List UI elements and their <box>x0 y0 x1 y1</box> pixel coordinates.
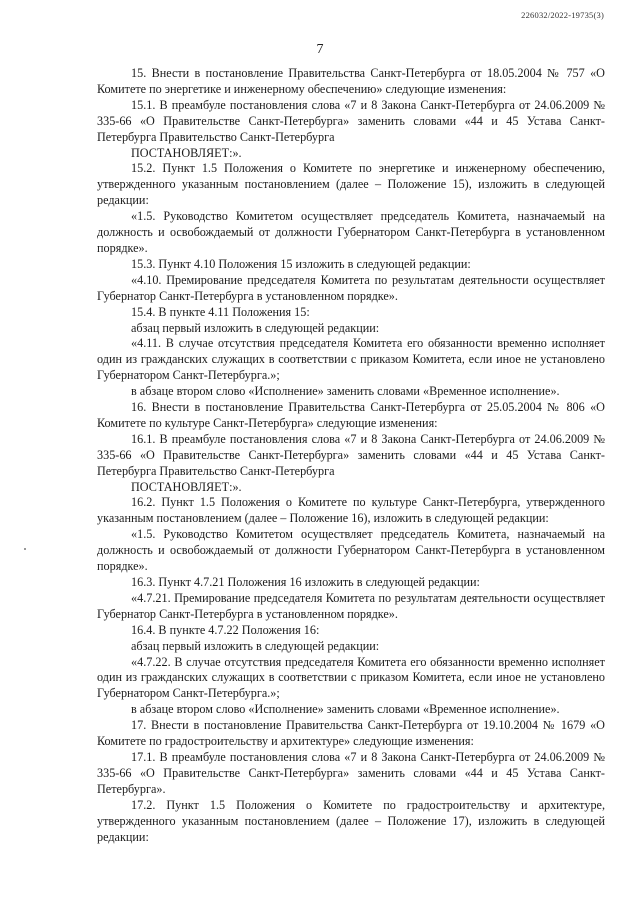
paragraph-15-4: 15.4. В пункте 4.11 Положения 15: <box>131 304 310 319</box>
paragraph-15-4-second: в абзаце втором слово «Исполнение» заменить словами «Временное исполнение». <box>131 384 560 399</box>
paragraph-17-2: 17.2. Пункт 1.5 Положения о Комитете по градостроительству и архитектуре, утвержденного указанным постановлением (далее – Положение 17), изложить в следующей редакции: <box>97 797 605 844</box>
paragraph-15-3: 15.3. Пункт 4.10 Положения 15 изложить в следующей редакции: <box>131 256 471 271</box>
document-number: 226032/2022-19735(3) <box>521 10 604 20</box>
paragraph-15-2: 15.2. Пункт 1.5 Положения о Комитете по энергетике и инженерному обеспечению, утвержденного указанным постановлением (далее – Положение 15), изложить в следующей редакции: <box>97 161 605 208</box>
paragraph-quote-16-1-5: «1.5. Руководство Комитетом осуществляет председатель Комитета, назначаемый на должность и освобождаемый от должности Губернатором Санкт-Петербурга в установленном порядке». <box>97 527 605 574</box>
paragraph-16-3: 16.3. Пункт 4.7.21 Положения 16 изложить в следующей редакции: <box>131 575 480 589</box>
paragraph-17-1: 17.1. В преамбуле постановления слова «7 и 8 Закона Санкт-Петербурга от 24.06.2009 № 335-66 «О Правительстве Санкт-Петербурга» заменить словами «44 и 45 Устава Санкт-Петербурга». <box>97 749 605 796</box>
document-body <box>97 66 605 845</box>
paragraph-quote-4-7-21: «4.7.21. Премирование председателя Комитета по результатам деятельности осуществляет Губернатор Санкт-Петербурга в установленном порядке». <box>97 590 605 621</box>
paragraph-quote-15-1-5: «1.5. Руководство Комитетом осуществляет председатель Комитета, назначаемый на должность и освобождаемый от должности Губернатором Санкт-Петербурга в установленном порядке». <box>97 209 605 255</box>
paragraph-16-4-second: в абзаце втором слово «Исполнение» заменить словами «Временное исполнение». <box>131 702 560 717</box>
paragraph-16-2: 16.2. Пункт 1.5 Положения о Комитете по культуре Санкт-Петербурга, утвержденного указанным постановлением (далее – Положение 16), изложить в следующей редакции: <box>97 495 605 526</box>
paragraph-15-1: 15.1. В преамбуле постановления слова «7 и 8 Закона Санкт-Петербурга от 24.06.2009 № 335-66 «О Правительстве Санкт-Петербурга» заменить словами «44 и 45 Устава Санкт-Петербурга Правительство Санкт-Петербурга <box>97 97 605 144</box>
paragraph-quote-4-7-22: «4.7.22. В случае отсутствия председателя Комитета его обязанности временно исполняет один из гражданских служащих в соответствии с приказом Комитета, если иное не установлено Губернатором Санкт-Петербурга.»; <box>97 654 605 701</box>
paragraph-15: 15. Внести в постановление Правительства Санкт-Петербурга от 18.05.2004 № 757 «О Комитете по энергетике и инженерному обеспечению» следующие изменения: <box>97 66 605 96</box>
scan-speck <box>24 548 26 550</box>
paragraph-decree-15: ПОСТАНОВЛЯЕТ:». <box>131 145 242 160</box>
paragraph-15-4-first: абзац первый изложить в следующей редакции: <box>131 320 380 335</box>
paragraph-16-4: 16.4. В пункте 4.7.22 Положения 16: <box>131 622 320 637</box>
page-number: 7 <box>316 42 324 57</box>
paragraph-16: 16. Внести в постановление Правительства Санкт-Петербурга от 25.05.2004 № 806 «О Комитете по культуре Санкт-Петербурга» следующие изменения: <box>97 400 605 430</box>
paragraph-quote-4-11: «4.11. В случае отсутствия председателя Комитета его обязанности временно исполняет один из гражданских служащих в соответствии с приказом Комитета, если иное не установлено Губернатором Санкт-Петербурга.»; <box>97 336 605 383</box>
paragraph-16-1: 16.1. В преамбуле постановления слова «7 и 8 Закона Санкт-Петербурга от 24.06.2009 № 335-66 «О Правительстве Санкт-Петербурга» заменить словами «44 и 45 Устава Санкт-Петербурга Правительство Санкт-Петербурга <box>97 431 605 478</box>
paragraph-decree-16: ПОСТАНОВЛЯЕТ:». <box>131 479 242 494</box>
paragraph-quote-4-10: «4.10. Премирование председателя Комитета по результатам деятельности осуществляет Губернатор Санкт-Петербурга в установленном порядке». <box>97 272 605 303</box>
paragraph-16-4-first: абзац первый изложить в следующей редакции: <box>131 638 380 653</box>
paragraph-17: 17. Внести в постановление Правительства Санкт-Петербурга от 19.10.2004 № 1679 «О Комитете по градостроительству и архитектуре» следующие изменения: <box>97 718 605 749</box>
